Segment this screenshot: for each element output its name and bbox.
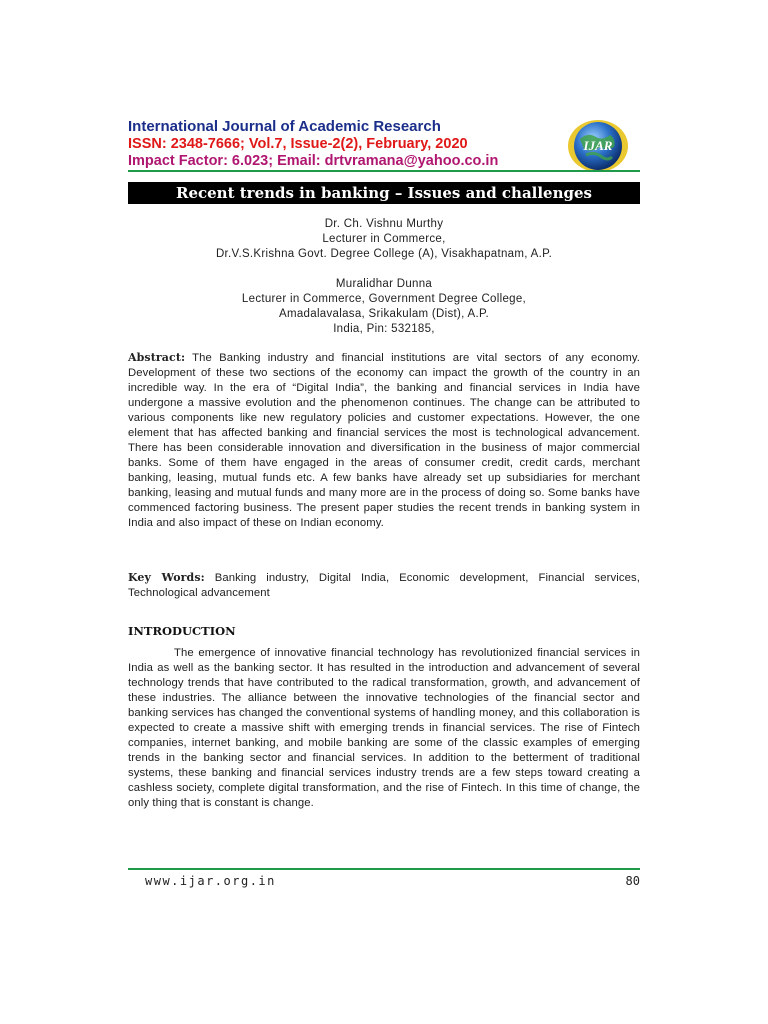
keywords-text: Banking industry, Digital India, Economic development, Financial services, Technological advancement	[128, 572, 640, 599]
introduction-paragraph: The emergence of innovative financial technology has revolutionized financial services in India as well as the banking sector. It has resulted in the introduction and advancement of several technology trends that have contributed to the radical transformation, growth, and advancement of these industries. The alliance between the innovative technologies of the financial sector and banking services has changed the conventional systems of handling money, and this collaboration is expected to create a massive shift with emerging trends in financial services. The rise of Fintech companies, internet banking, and mobile banking are some of the classic examples of emerging trends in the banking sector and financial services. In addition to the betterment of traditional systems, these banking and financial services industry trends are a few steps toward creating a cashless society, complete digital transformation, and the rise of Fintech. In this time of change, the only thing that is constant is change.	[128, 647, 640, 809]
header-divider	[128, 170, 640, 172]
author-block	[128, 217, 640, 337]
author-2-location: India, Pin: 532185,	[333, 323, 435, 335]
introduction	[128, 646, 640, 811]
issn-line: ISSN: 2348-7666; Vol.7, Issue-2(2), February, 2020	[128, 136, 468, 152]
keywords	[128, 570, 640, 601]
svg-text:IJAR: IJAR	[583, 138, 613, 153]
introduction-heading: INTRODUCTION	[128, 624, 236, 638]
author-1-position: Lecturer in Commerce,	[322, 233, 446, 245]
paper-title: Recent trends in banking – Issues and challenges	[128, 182, 640, 204]
abstract	[128, 350, 640, 531]
footer-divider	[128, 868, 640, 870]
author-1-name: Dr. Ch. Vishnu Murthy	[324, 218, 444, 230]
footer-url[interactable]: www.ijar.org.in	[145, 874, 276, 888]
journal-header	[128, 117, 640, 170]
author-1-affiliation: Dr.V.S.Krishna Govt. Degree College (A), Visakhapatnam, A.P.	[215, 248, 553, 260]
author-2-affiliation: Amadalavalasa, Srikakulam (Dist), A.P.	[279, 308, 489, 320]
globe-logo-icon	[566, 117, 630, 173]
abstract-text: The Banking industry and financial institutions are vital sectors of any economy. Development of these two sections of the economy can impact the growth of the country in an incredible way. In the era of “Digital India”, the banking and financial services in India have undergone a massive evolution and the phenomenon continues. The change can be attributed to various components like new regulatory policies and customer expectations. However, the one element that has affected banking and financial services the most is technological advancement. There has been considerable innovation and diversification in the business of major commercial banks. Some of them have engaged in the areas of consumer credit, credit cards, merchant banking, leasing, mutual funds etc. A few banks have already set up subsidiaries for merchant banking, leasing and mutual funds and many more are in the process of doing so. Some banks have commenced factoring business. The present paper studies the recent trends in banking system in India and also impact of these on Indian economy.	[128, 352, 640, 529]
journal-name: International Journal of Academic Research	[128, 118, 441, 135]
page-number: 80	[625, 874, 640, 888]
impact-factor-line: Impact Factor: 6.023; Email: drtvramana@yahoo.co.in	[128, 153, 499, 169]
abstract-label: Abstract:	[128, 351, 186, 364]
author-2-position: Lecturer in Commerce, Government Degree College,	[241, 293, 527, 305]
journal-logo	[566, 117, 630, 173]
author-2-name: Muralidhar Dunna	[335, 278, 433, 290]
keywords-label: Key Words:	[128, 571, 205, 584]
